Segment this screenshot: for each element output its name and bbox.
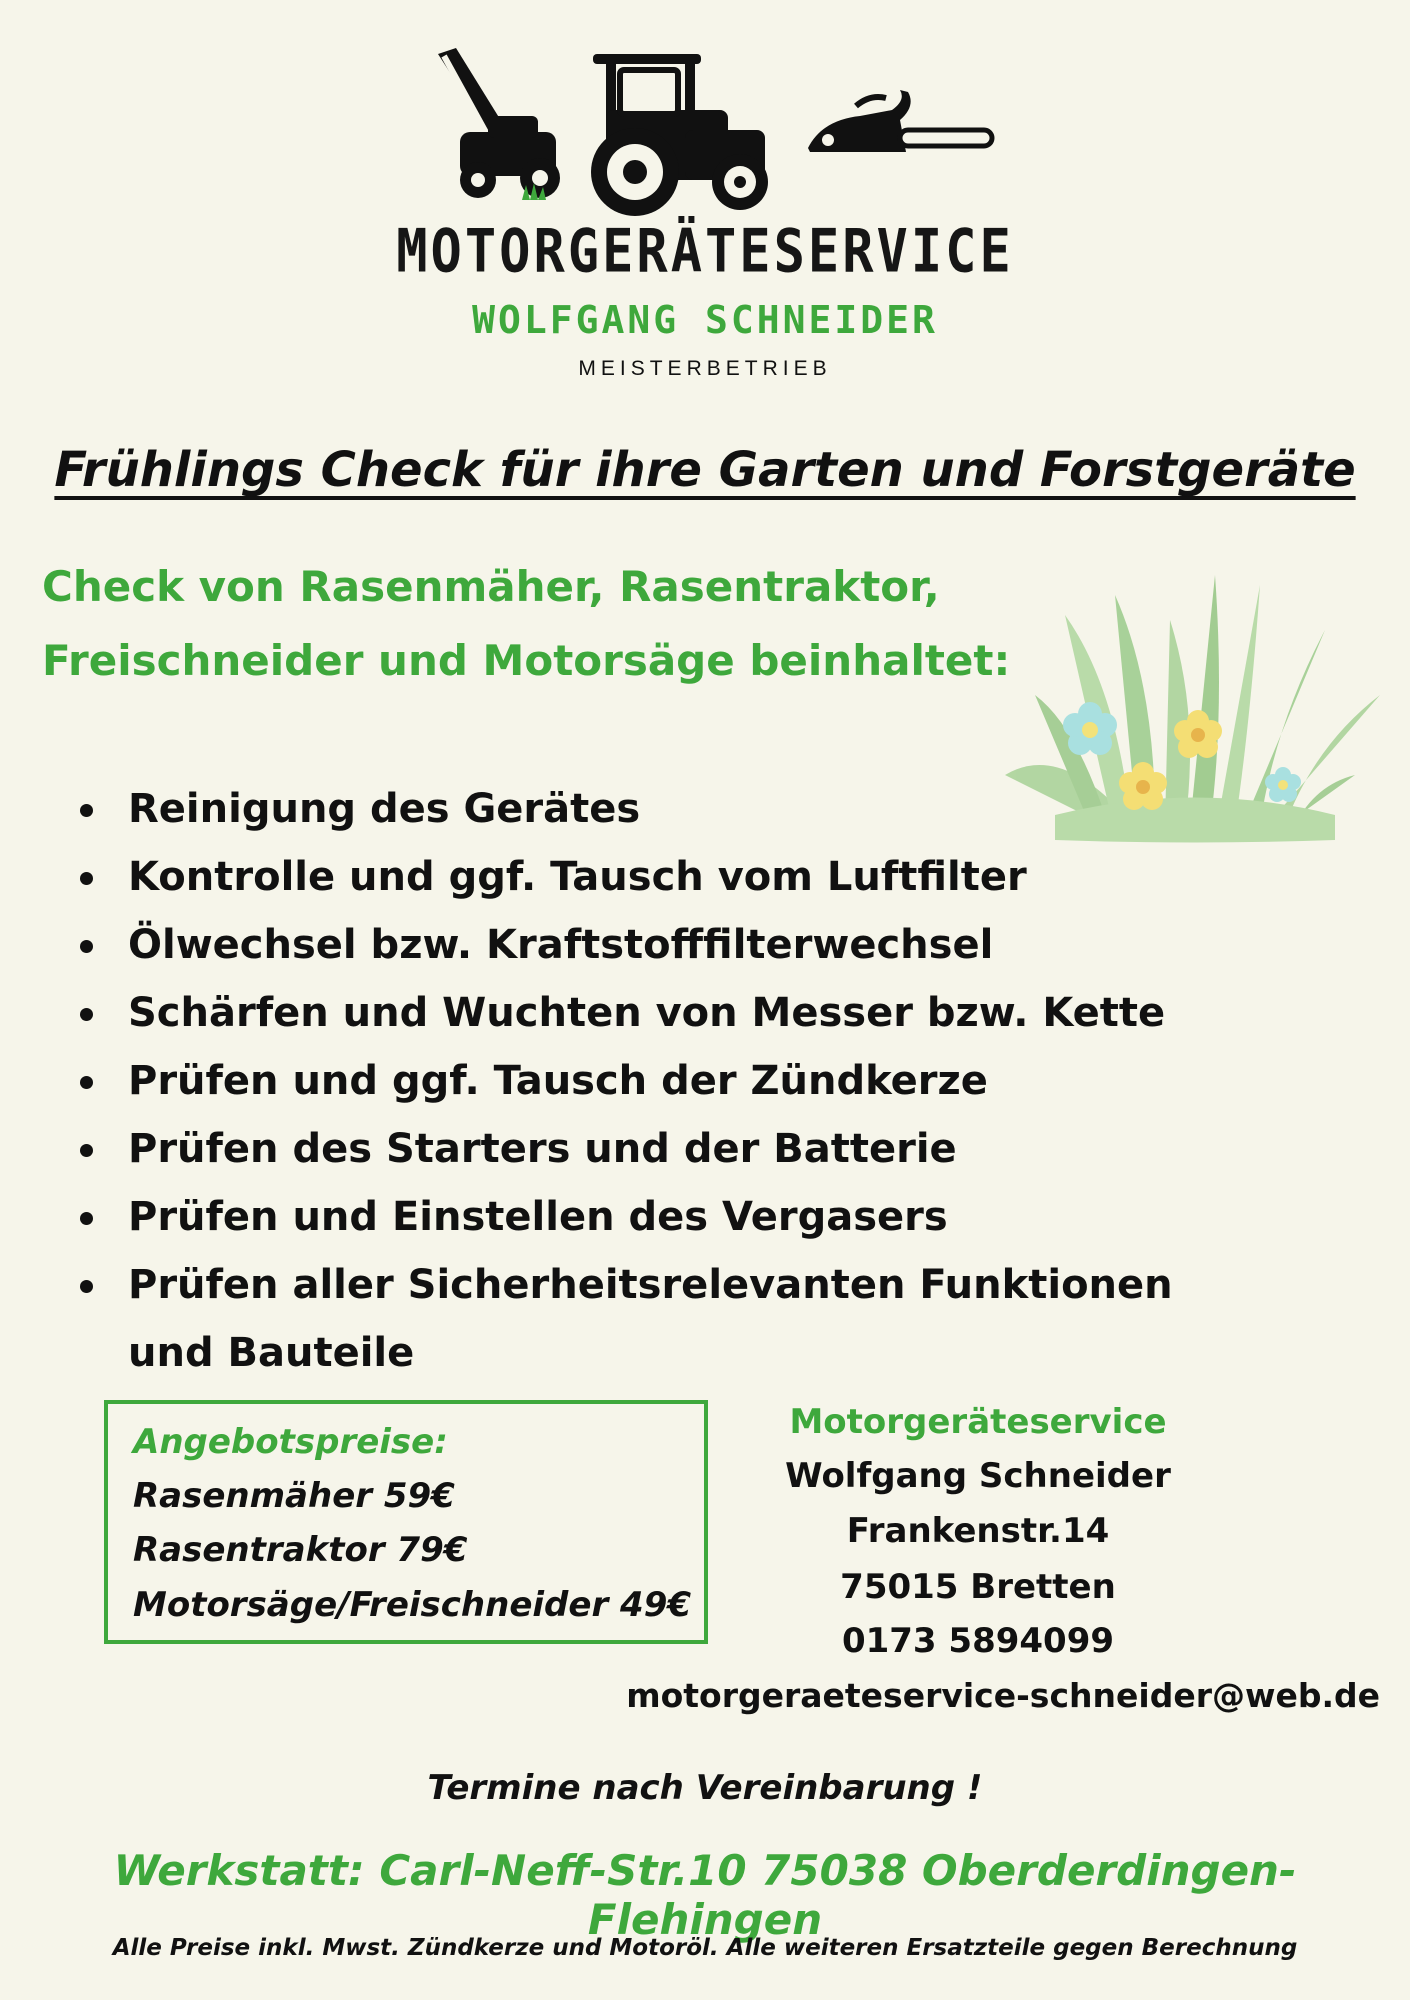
tagline: MEISTERBETRIEB (578, 357, 832, 380)
company-name: MOTORGERÄTESERVICE (396, 217, 1014, 287)
price-item: Rasenmäher 59€ (133, 1476, 455, 1516)
list-item: Prüfen und ggf. Tausch der Zündkerze (70, 1047, 1270, 1115)
intro-line-1: Check von Rasenmäher, Rasentraktor, (42, 562, 940, 611)
logo-illustration (430, 40, 1000, 220)
list-item: Prüfen und Einstellen des Vergasers (70, 1183, 1270, 1251)
workshop-address: Werkstatt: Carl-Neff-Str.10 75038 Oberderdingen-Flehingen (113, 1846, 1297, 1944)
owner-name: WOLFGANG SCHNEIDER (472, 298, 938, 342)
intro-text (42, 550, 1042, 698)
list-item-line-2: und Bauteile (128, 1330, 415, 1376)
appointment-note: Termine nach Vereinbarung ! (427, 1768, 983, 1808)
tractor-icon (591, 54, 768, 216)
price-title: Angebotspreise: (133, 1422, 448, 1462)
list-item: Prüfen des Starters und der Batterie (70, 1115, 1270, 1183)
contact-phone[interactable]: 0173 5894099 (841, 1621, 1115, 1661)
contact-email[interactable]: motorgeraeteservice-schneider@web.de (626, 1676, 1380, 1715)
list-item: Kontrolle und ggf. Tausch vom Luftfilter (70, 843, 1270, 911)
intro-line-2: Freischneider und Motorsäge beinhaltet: (42, 636, 1011, 685)
service-checklist (70, 775, 1270, 1387)
price-footnote: Alle Preise inkl. Mwst. Zündkerze und Motoröl. Alle weiteren Ersatzteile gegen Berechnung (112, 1935, 1298, 1961)
list-item-line-1: Prüfen aller Sicherheitsrelevanten Funktionen (128, 1262, 1173, 1308)
chainsaw-icon (808, 90, 992, 152)
lawnmower-icon (438, 48, 560, 200)
contact-company: Motorgeräteservice (789, 1402, 1167, 1442)
contact-name: Wolfgang Schneider (785, 1456, 1171, 1496)
contact-street: Frankenstr.14 (846, 1511, 1110, 1551)
price-item: Motorsäge/Freischneider 49€ (133, 1585, 692, 1625)
list-item: Schärfen und Wuchten von Messer bzw. Kette (70, 979, 1270, 1047)
contact-city: 75015 Bretten (840, 1567, 1116, 1607)
list-item (70, 1251, 1270, 1387)
page-title: Frühlings Check für ihre Garten und Forstgeräte (54, 442, 1356, 498)
list-item: Reinigung des Gerätes (70, 775, 1270, 843)
price-item: Rasentraktor 79€ (133, 1530, 468, 1570)
list-item: Ölwechsel bzw. Kraftstofffilterwechsel (70, 911, 1270, 979)
